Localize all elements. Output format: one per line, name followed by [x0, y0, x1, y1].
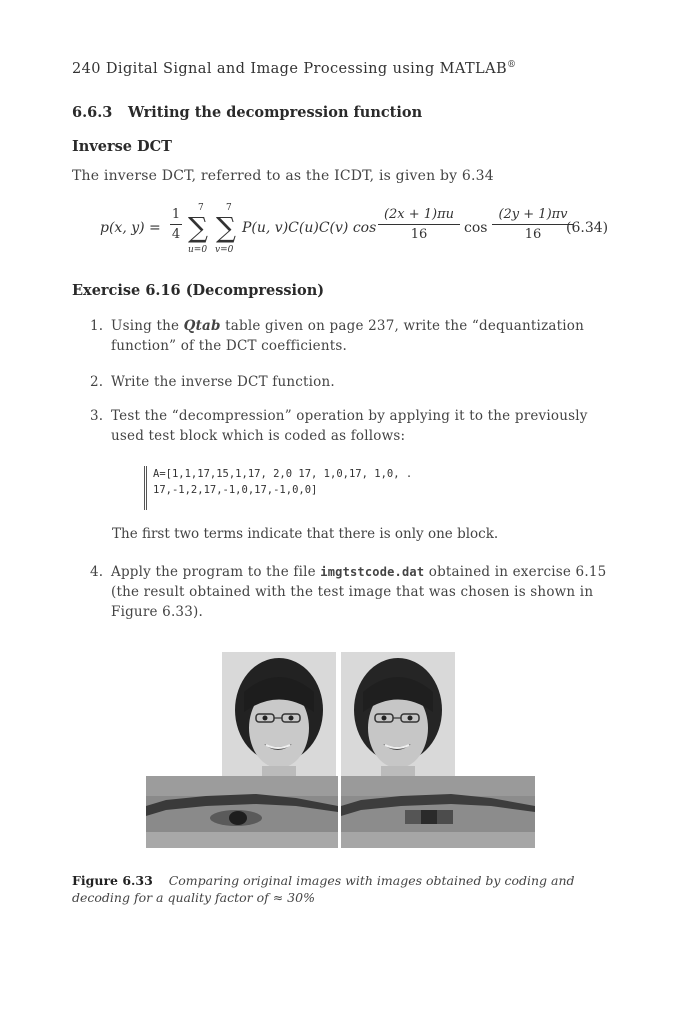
eq-body: P(u, v)C(u)C(v) cos — [242, 220, 377, 236]
subsection-heading: Inverse DCT — [72, 138, 172, 155]
figure-caption-text: Comparing original images with images obtained by coding and decoding for a quality factor of ≈ 30% — [72, 873, 575, 905]
section-title: Writing the decompression function — [128, 104, 423, 121]
eq-sum2-top: 7 — [226, 203, 232, 213]
sigma-icon: ∑ — [188, 211, 208, 244]
decoded-eye-zoom — [341, 776, 535, 848]
sigma-icon: ∑ — [216, 211, 236, 244]
eq-sum1-top: 7 — [198, 203, 204, 213]
section-heading — [72, 104, 422, 121]
figure-caption — [72, 872, 612, 906]
eq-coef: 1 4 — [171, 207, 181, 242]
running-head: 240 Digital Signal and Image Processing using MATLAB® — [72, 60, 517, 77]
eq-frac1: (2x + 1)πu 16 — [378, 207, 460, 242]
equation-6-34 — [100, 203, 612, 259]
exercise-title: Exercise 6.16 (Decompression) — [72, 282, 325, 299]
note-paragraph: The first two terms indicate that there is only one block. — [112, 526, 499, 542]
eq-lhs: p(x, y) = — [100, 220, 161, 236]
code-block: A=[1,1,17,15,1,17, 2,0 17, 1,0,17, 1,0, . 17,-1,2,17,-1,0,17,-1,0,0] — [144, 466, 553, 510]
section-number: 6.6.3 — [72, 104, 113, 121]
figure-label: Figure 6.33 — [72, 873, 153, 888]
eq-label: (6.34) — [566, 220, 609, 236]
eq-sum1-bottom: u=0 — [188, 245, 208, 255]
intro-paragraph: The inverse DCT, referred to as the ICDT, is given by 6.34 — [72, 168, 494, 184]
original-portrait — [222, 652, 336, 776]
eq-frac2: (2y + 1)πv 16 — [492, 207, 574, 242]
decoded-portrait — [341, 652, 455, 776]
original-eye-zoom — [146, 776, 338, 848]
eq-cos: cos — [464, 220, 488, 236]
eq-sum2-bottom: v=0 — [215, 245, 234, 255]
